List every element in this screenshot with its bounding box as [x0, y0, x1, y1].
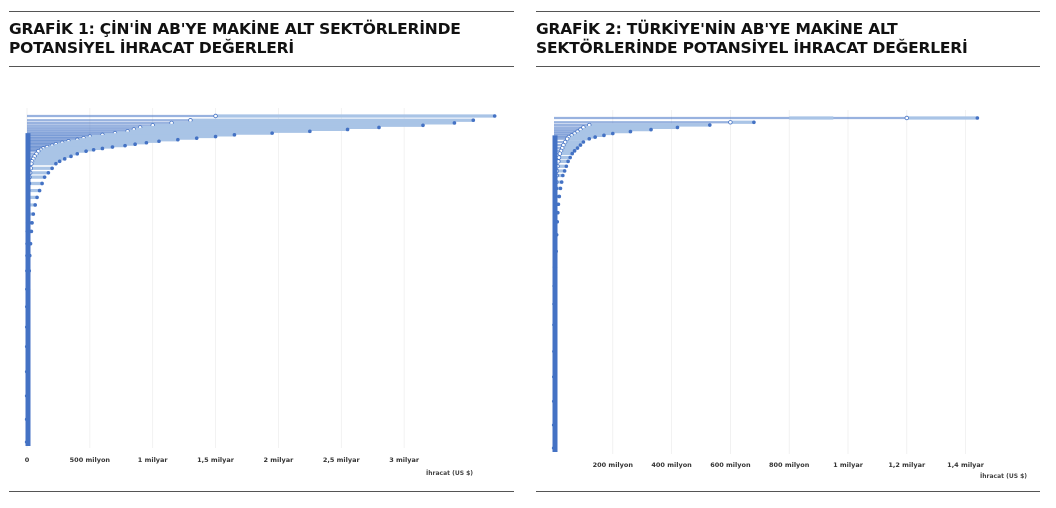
x-axis-label: İhracat (US $) [426, 470, 474, 477]
bottom-rule [9, 491, 514, 492]
bottom-rule [536, 491, 1040, 492]
data-point [568, 156, 572, 160]
top-rule [9, 11, 514, 12]
data-point [729, 120, 733, 124]
data-point [38, 189, 42, 193]
data-point [58, 159, 62, 163]
data-point [563, 169, 567, 173]
data-point [453, 121, 457, 125]
data-point [157, 139, 161, 143]
data-point [976, 116, 980, 120]
data-point [54, 162, 58, 166]
data-point [602, 134, 606, 138]
data-point [84, 149, 88, 153]
title-rule [536, 66, 1040, 67]
data-point [559, 187, 563, 191]
data-point [708, 123, 712, 127]
data-point [101, 147, 105, 151]
data-point [471, 118, 475, 122]
data-point [582, 140, 586, 144]
data-point [593, 135, 597, 139]
scatter-chart [9, 80, 514, 485]
chart-title: GRAFİK 2: TÜRKİYE'NİN AB'YE MAKİNE ALT SEKTÖRLERİNDE POTANSİYEL İHRACAT DEĞERLERİ [536, 20, 968, 57]
data-point [579, 143, 583, 147]
data-point [233, 133, 237, 137]
data-point [270, 131, 274, 135]
data-point [676, 126, 680, 130]
data-point [346, 128, 350, 132]
x-tick-label: 2,5 milyar [322, 456, 360, 464]
x-tick-label: 1,4 milyar [947, 461, 985, 469]
data-point [35, 196, 39, 200]
data-point [214, 114, 218, 118]
x-tick-label: 200 milyon [592, 461, 633, 469]
data-point [133, 142, 137, 146]
x-tick-label: 800 milyon [769, 461, 810, 469]
data-point [558, 152, 562, 156]
x-tick-label: 400 milyon [651, 461, 692, 469]
data-point [565, 164, 569, 168]
data-point [33, 203, 37, 207]
x-tick-label: 3 milyar [389, 456, 420, 464]
x-tick-label: 1,2 milyar [888, 461, 926, 469]
data-point [649, 128, 653, 132]
data-point [214, 135, 218, 139]
chart-panel-2 [536, 0, 1040, 508]
data-point [63, 157, 67, 161]
chart-panel-1 [9, 0, 514, 508]
data-point [30, 221, 34, 225]
data-point [576, 146, 580, 150]
x-tick-label: 1 milyar [137, 456, 168, 464]
data-point [421, 124, 425, 128]
data-point [308, 130, 312, 134]
data-point [611, 132, 615, 136]
data-point [752, 120, 756, 124]
top-rule [536, 11, 1040, 12]
x-tick-label: 500 milyon [69, 456, 111, 464]
data-point [47, 171, 51, 175]
data-point [111, 145, 115, 149]
data-point [905, 116, 909, 120]
data-point [69, 155, 73, 159]
data-point [31, 212, 35, 216]
data-point [176, 138, 180, 142]
x-tick-label: 1 milyar [833, 461, 863, 469]
data-point [629, 130, 633, 134]
data-point [123, 144, 127, 148]
x-axis-label: İhracat (US $) [980, 473, 1028, 480]
scatter-chart [536, 80, 1040, 485]
data-point [92, 148, 96, 152]
x-tick-label: 2 milyar [263, 456, 294, 464]
data-point [75, 152, 79, 156]
x-tick-label: 1,5 milyar [197, 456, 234, 464]
data-point [377, 126, 381, 130]
data-point [195, 136, 199, 140]
x-tick-label: 600 milyon [710, 461, 751, 469]
data-point [50, 167, 54, 171]
chart-title: GRAFİK 1: ÇİN'İN AB'YE MAKİNE ALT SEKTÖRLERİNDE POTANSİYEL İHRACAT DEĞERLERİ [9, 20, 461, 57]
data-point [587, 137, 591, 141]
data-point [557, 195, 561, 199]
data-point [145, 141, 149, 145]
data-point [560, 180, 564, 184]
data-point [43, 175, 47, 179]
x-tick-label: 0 [24, 456, 30, 464]
data-point [566, 160, 570, 164]
data-point [557, 156, 561, 160]
data-point [573, 149, 577, 153]
title-rule [9, 66, 514, 67]
data-point [493, 114, 497, 118]
data-point [570, 152, 574, 156]
data-point [561, 174, 565, 178]
data-point [40, 182, 44, 186]
